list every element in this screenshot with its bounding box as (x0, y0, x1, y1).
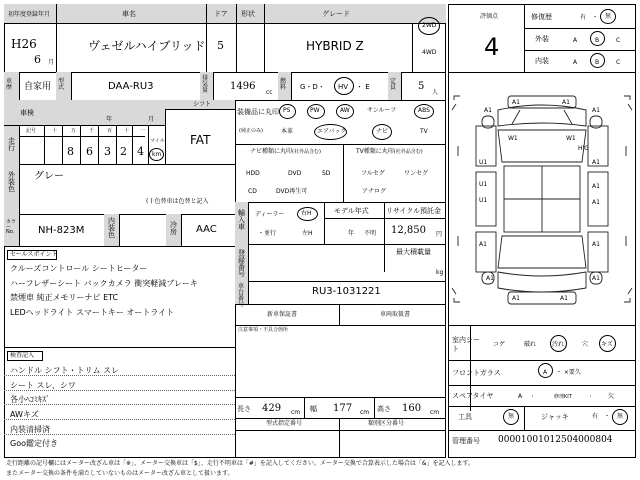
damage-marks (479, 99, 600, 302)
seat-item: 破れ (524, 341, 537, 348)
fuel-options: G・D・ (300, 83, 325, 91)
month-unit: 月 (48, 59, 55, 66)
import-label: 輸入車 (238, 209, 245, 231)
chassis-label: 車台番号 (238, 283, 245, 308)
inspection-year-unit: 年 (106, 116, 113, 123)
length-value: 429 (262, 403, 282, 414)
score-value: 4 (484, 33, 500, 61)
jack-no: 無 (617, 413, 624, 420)
model-year-label: モデル年式 (334, 207, 369, 215)
front-glass-rest: ・ ×要久 (556, 369, 581, 376)
color-value: グレー (34, 171, 64, 182)
tv-box-title-text: TV種類に丸印 (356, 148, 394, 155)
height-label: 高さ (377, 405, 391, 413)
repair-yes: 有 (580, 14, 587, 21)
fuel-hv: HV (338, 83, 349, 91)
import-parallel: ・並行 (258, 230, 277, 237)
load-unit: kg (436, 269, 444, 276)
odo-code-label: 記号 (26, 128, 37, 134)
width-value: 177 (333, 403, 353, 414)
damage-mark: W1 (508, 135, 518, 142)
odo-digit: 2 (120, 145, 127, 158)
sales-point-line: LEDヘッドライト スマートキー オートライト (10, 308, 175, 317)
first-reg-label: 初年度登録年月 (8, 11, 51, 18)
seat-item: 穴 (582, 341, 589, 348)
navi-type-item: DVD再生可 (276, 188, 308, 195)
odo-digit: 8 (67, 145, 74, 158)
odo-header: 十 (52, 128, 58, 134)
damage-mark: A1 (592, 183, 600, 190)
odo-header: 万 (71, 128, 77, 134)
interior-grade-a: A (573, 59, 578, 66)
equipment-leather: 本革 (281, 128, 294, 135)
category-value: 自家用 (24, 82, 52, 92)
height-value: 160 (402, 403, 422, 414)
import-right: 右H (301, 210, 312, 217)
damage-mark: A1 (592, 275, 600, 282)
import-dealer: ディーラー (255, 211, 285, 218)
km-label: km (152, 151, 162, 158)
fuel-label: 燃料 (280, 78, 287, 91)
drive-2wd: 2WD (422, 22, 437, 29)
length-unit: cm (291, 409, 301, 416)
repair-label: 修復歴 (531, 13, 552, 21)
damage-mark: A1 (560, 295, 568, 302)
shift-value: FAT (190, 133, 211, 147)
inspector-line: 内装清掃済 (10, 425, 50, 434)
first-reg-year: H26 (11, 37, 37, 51)
damage-mark: A1 (512, 99, 520, 106)
tv-type-item: ワンセグ (404, 170, 429, 177)
fuel-rest: ・ E (356, 83, 370, 91)
color-code-label: カラーNo. (6, 219, 17, 235)
mile-label: マイル (150, 138, 165, 144)
damage-mark: A1 (484, 107, 492, 114)
interior-grade-c: C (616, 59, 621, 66)
width-unit: cm (360, 409, 370, 416)
sales-point-line: クルーズコントロール シートヒーター (10, 264, 148, 273)
equipment-label: 装備品に丸印 (237, 108, 279, 116)
odo-digit: 3 (104, 145, 111, 158)
spare-item: A (518, 393, 523, 400)
damage-mark: U1 (479, 181, 488, 188)
inspector-line: ハンドル シフト・トリム スレ (10, 366, 120, 375)
inspection-label: 車検 (20, 109, 34, 117)
damage-mark: H'G (578, 145, 589, 152)
notes-title: 注意事項・不具合箇所 (238, 327, 289, 333)
seat-item: コゲ (493, 341, 506, 348)
tools-label: 工具 (458, 413, 472, 421)
car-condition-diagram (450, 76, 634, 322)
exterior-grade-a: A (573, 37, 578, 44)
equipment-navi: ナビ (376, 128, 389, 135)
spare-item: 欠 (608, 393, 615, 400)
spare-item: 修理KIT (554, 394, 572, 400)
navi-type-item: CD (248, 188, 257, 195)
inspector-line: AWキズ (10, 410, 39, 419)
inspector-line: 各小ﾍｺﾐｷｽﾞ (10, 395, 50, 404)
inspector-line: Goo鑑定付き (10, 439, 58, 448)
sales-point-line: ハーフレザーシート バックカメラ 衝突軽減ブレーキ (10, 279, 198, 288)
type-designation-label: 型式指定番号 (266, 420, 303, 427)
interior-grade-b: B (595, 59, 600, 66)
navi-box-title-text: ナビ種類に丸印 (250, 148, 293, 155)
tv-box-title (356, 149, 423, 155)
doors-label: ドア (214, 10, 228, 18)
color-label: 外装色 (8, 171, 15, 193)
odo-header: 百 (107, 128, 113, 134)
damage-mark: A1 (479, 241, 487, 248)
vehicle-manual: 車両取扱書 (380, 311, 411, 318)
damage-mark: U1 (479, 197, 488, 204)
equipment-airbag: エアバック (317, 128, 347, 135)
inspector-title: 検査記入 (10, 352, 35, 359)
model-year-unknown: 不明 (364, 230, 377, 237)
damage-mark: W1 (566, 135, 576, 142)
color-code-value: NH-823M (38, 225, 85, 236)
equipment-ps: PS (283, 107, 291, 114)
tv-box-title-sub: (社外品含む) (393, 149, 423, 155)
front-glass-a: A (543, 369, 548, 376)
person-unit: 人 (432, 89, 439, 96)
repair-separator: ・ (592, 14, 599, 21)
inspector-line: シート スレ、シワ (10, 381, 76, 390)
navi-box-title-sub: (社外品含む) (292, 149, 321, 155)
shift-label: シフト (193, 101, 212, 108)
length-label: 長さ (237, 405, 251, 413)
doors-value: 5 (217, 39, 224, 52)
navi-type-item: HDD (246, 170, 260, 177)
reg-label: 登録番号 (238, 249, 245, 278)
recycle-value: 12,850 (391, 225, 426, 236)
equipment-pw: PW (310, 107, 320, 114)
shape-label: 形状 (241, 10, 255, 18)
interior-color-label: 内装色 (108, 217, 115, 239)
exterior-label: 外装 (535, 35, 549, 43)
mgmt-number-label: 管理番号 (452, 437, 480, 445)
footer-note-2: またメーター交換の条件を満たしていないものはメーター改ざん車として扱います。 (6, 470, 234, 477)
interior-seat-label: 室内シート (452, 336, 480, 354)
capacity-value: 5 (418, 81, 425, 92)
sales-points-title: セールスポイント (10, 251, 58, 258)
exterior-grade-b: B (595, 37, 600, 44)
spare-tire-label: スペアタイヤ (452, 392, 494, 400)
damage-mark: A1 (592, 241, 600, 248)
interior-label: 内装 (535, 57, 549, 65)
cc-unit: cc (266, 89, 273, 96)
jack-separator: ・ (604, 413, 611, 420)
damage-mark: U1 (479, 159, 488, 166)
navi-box-title (250, 149, 321, 155)
category-number-label: 類別区分番号 (368, 420, 405, 427)
recycle-unit: 円 (436, 231, 443, 238)
width-label: 幅 (310, 405, 317, 413)
drive-4wd: 4WD (422, 49, 437, 56)
damage-mark: A1 (512, 295, 520, 302)
grade-value: HYBRID Z (306, 39, 364, 53)
damage-mark: A1 (592, 107, 600, 114)
seat-item: キズ (601, 341, 613, 348)
color-note: ( ) 色替車は色替と記入 (146, 198, 209, 205)
ac-label: 冷房 (170, 221, 177, 236)
car-name-label: 車名 (122, 10, 136, 18)
mileage-label: 走行 (8, 137, 15, 152)
equipment-sunroof: サンルーフ (367, 107, 397, 114)
exterior-grade-c: C (616, 37, 621, 44)
model-value: DAA-RU3 (108, 81, 154, 92)
odo-header: 千 (89, 128, 95, 134)
displacement-value: 1496 (230, 81, 256, 92)
tools-value: 無 (508, 413, 515, 420)
score-label: 評価点 (480, 13, 499, 20)
ac-value: AAC (196, 224, 217, 235)
grade-label: グレード (322, 10, 350, 18)
spare-separator: ・ (530, 394, 536, 400)
car-name: ヴェゼルハイブリッド (88, 39, 206, 53)
front-glass-label: フロントガラス (452, 369, 501, 377)
equipment-aw: AW (340, 107, 350, 114)
height-unit: cm (430, 409, 440, 416)
odo-header: 十 (124, 128, 130, 134)
equipment-tv: TV (420, 128, 428, 135)
chassis-value: RU3-1031221 (312, 286, 381, 297)
sales-point-line: 禁煙車 純正メモリーナビ ETC (10, 293, 119, 302)
damage-mark: A1 (486, 275, 494, 282)
model-label: 型式 (58, 78, 65, 91)
navi-type-item: SD (322, 170, 331, 177)
odo-digit: 6 (86, 145, 93, 158)
import-left: 左H (302, 230, 313, 237)
recycle-label: リサイクル預託金 (386, 207, 442, 215)
equipment-abs: ABS (418, 107, 430, 114)
repair-no: 無 (605, 13, 612, 20)
equipment-sub: (純正のみ) (239, 128, 263, 134)
footer-note-1: 走行距離の記号欄にはメーター改ざん車は「※」、メーター交換車は「$」、走行不明車は「#」を記入してください。メーター交換で合算表示した場合は「&」を記入します。 (6, 460, 475, 467)
damage-mark: A1 (592, 199, 600, 206)
tv-type-item: フルセグ (361, 170, 385, 177)
damage-mark: A1 (562, 99, 570, 106)
jack-label: ジャッキ (541, 413, 569, 421)
tv-type-item: アナログ (362, 188, 387, 195)
first-reg-month: 6 (34, 53, 41, 66)
odo-header: 一 (140, 128, 146, 134)
load-label: 最大積載量 (396, 248, 431, 256)
model-year-unit: 年 (348, 230, 355, 237)
capacity-label: 定員 (390, 78, 397, 91)
odo-digit: 4 (137, 145, 144, 158)
navi-type-item: DVD (288, 170, 302, 177)
damage-mark: A1 (592, 159, 600, 166)
mgmt-number-value: 00001001012504000804 (498, 435, 613, 445)
spare-separator-2: ・ (588, 394, 594, 400)
inspection-month-unit: 月 (148, 116, 155, 123)
category-label: 車歴 (6, 78, 13, 91)
jack-value: 有 (592, 413, 599, 420)
seat-item: 汚れ (552, 341, 565, 348)
displacement-label: 排気量 (202, 75, 209, 94)
new-car-warranty: 新車保証書 (267, 311, 298, 318)
